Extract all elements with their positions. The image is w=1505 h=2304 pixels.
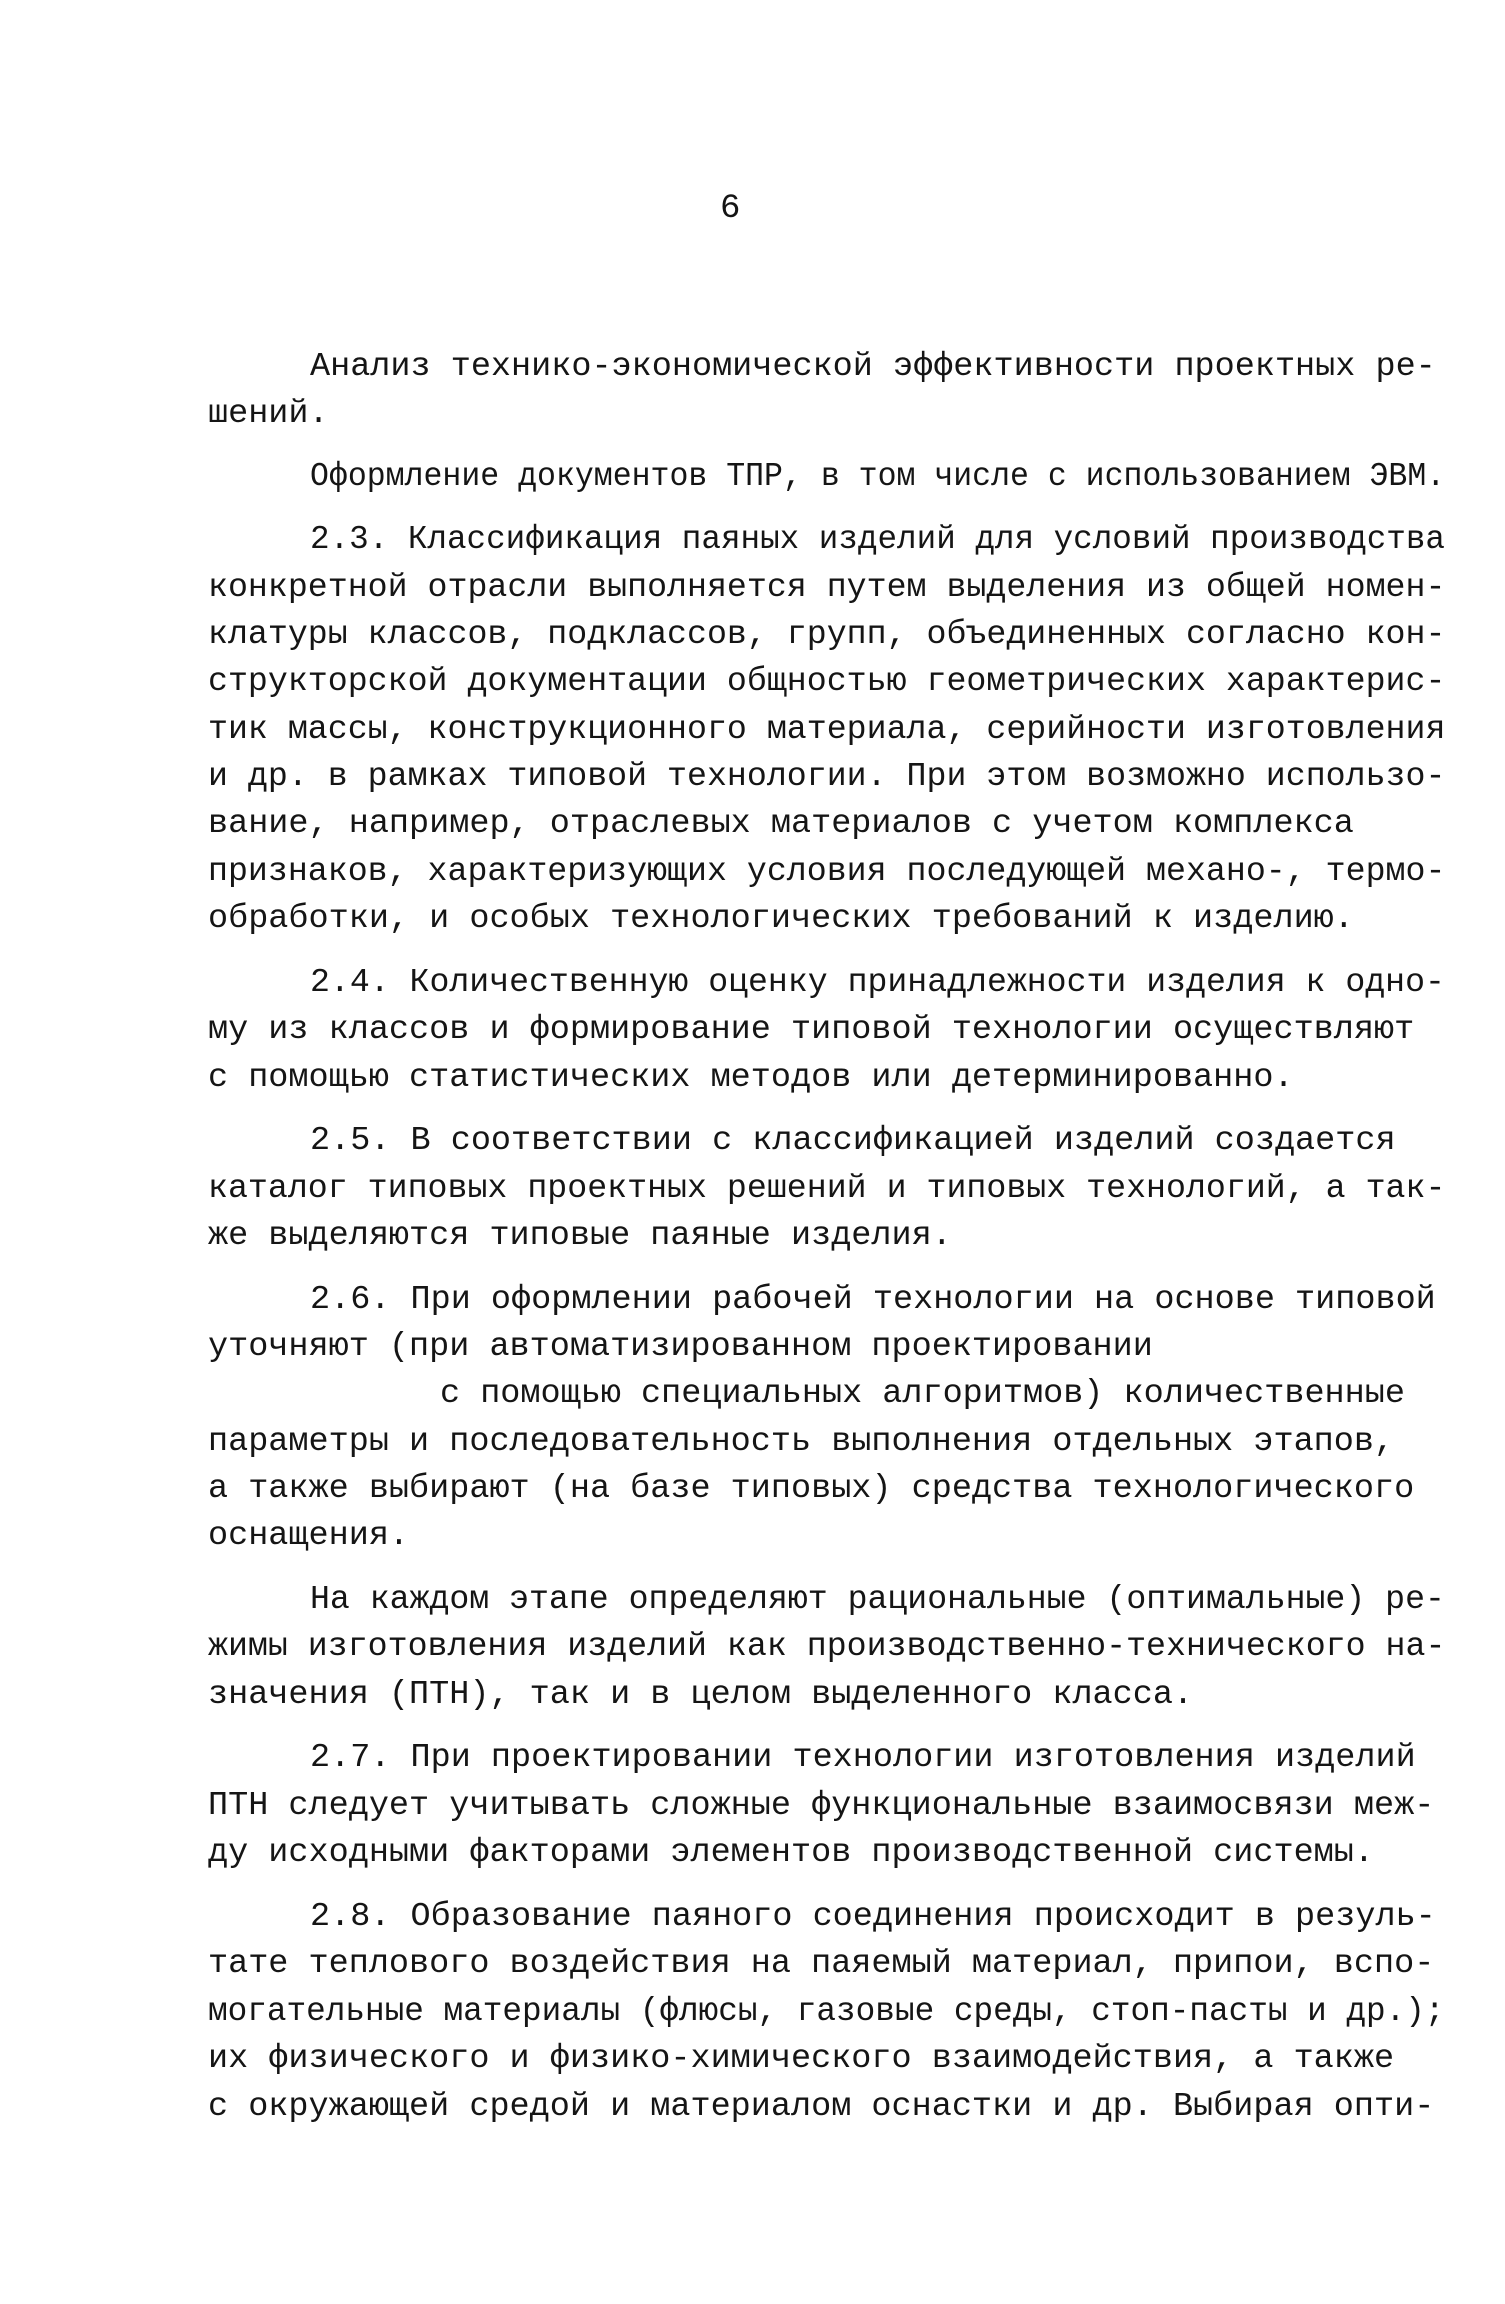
text-line: 2.4. Количественную оценку принадлежности изделия к одно- — [310, 964, 1445, 1002]
text-line: жимы изготовления изделий как производственно-технического на- — [208, 1628, 1446, 1666]
text-line: 2.3. Классификация паяных изделий для условий производства — [310, 521, 1445, 559]
text-line: Оформление документов ТПР, в том числе с использованием ЭВМ. — [310, 458, 1446, 496]
text-line: На каждом этапе определяют рациональные (оптимальные) ре- — [310, 1581, 1445, 1619]
text-line: ду исходными факторами элементов производственной системы. — [208, 1834, 1374, 1872]
text-line: оснащения. — [208, 1517, 410, 1555]
text-line: уточняют (при автоматизированном проектировании — [208, 1328, 1153, 1366]
text-line: вание, например, отраслевых материалов с учетом комплекса — [208, 805, 1354, 843]
text-line: и др. в рамках типовой технологии. При этом возможно использо- — [208, 758, 1446, 796]
text-line: их физического и физико-химического взаимодействия, а также — [208, 2040, 1395, 2078]
text-line: а также выбирают (на базе типовых) средства технологического — [208, 1470, 1415, 1508]
text-line: структорской документации общностью геометрических характерис- — [208, 663, 1446, 701]
text-line: тик массы, конструкционного материала, серийности изготовления — [208, 711, 1446, 749]
text-line: клатуры классов, подклассов, групп, объединенных согласно кон- — [208, 616, 1446, 654]
text-line: конкретной отрасли выполняется путем выделения из общей номен- — [208, 569, 1446, 607]
text-line: признаков, характеризующих условия последующей механо-, термо- — [208, 853, 1446, 891]
text-line: 2.5. В соответствии с классификацией изделий создается — [310, 1122, 1396, 1160]
text-line: каталог типовых проектных решений и типовых технологий, а так- — [208, 1170, 1446, 1208]
text-line: с помощью специальных алгоритмов) количественные — [440, 1375, 1405, 1413]
text-line: значения (ПТН), так и в целом выделенного класса. — [208, 1676, 1194, 1714]
text-line: параметры и последовательность выполнения отдельных этапов, — [208, 1423, 1395, 1461]
text-line: 2.7. При проектировании технологии изготовления изделий — [310, 1739, 1416, 1777]
text-line: му из классов и формирование типовой технологии осуществляют — [208, 1011, 1415, 1049]
text-line: могательные материалы (флюсы, газовые среды, стоп-пасты и др.); — [208, 1993, 1445, 2031]
text-line: 2.6. При оформлении рабочей технологии на основе типовой — [310, 1281, 1436, 1319]
text-line: шений. — [208, 395, 329, 433]
text-line: же выделяются типовые паяные изделия. — [208, 1217, 952, 1255]
text-line: с окружающей средой и материалом оснастки и др. Выбирая опти- — [208, 2088, 1435, 2126]
text-line: 2.8. Образование паяного соединения происходит в резуль- — [310, 1898, 1436, 1936]
text-line: с помощью статистических методов или детерминированно. — [208, 1059, 1294, 1097]
text-line: обработки, и особых технологических требований к изделию. — [208, 900, 1354, 938]
page-number: 6 — [720, 190, 741, 228]
text-line: ПТН следует учитывать сложные функциональные взаимосвязи меж- — [208, 1787, 1435, 1825]
text-line: Анализ технико-экономической эффективности проектных ре- — [310, 348, 1436, 386]
text-line: тате теплового воздействия на паяемый материал, припои, вспо- — [208, 1945, 1435, 1983]
